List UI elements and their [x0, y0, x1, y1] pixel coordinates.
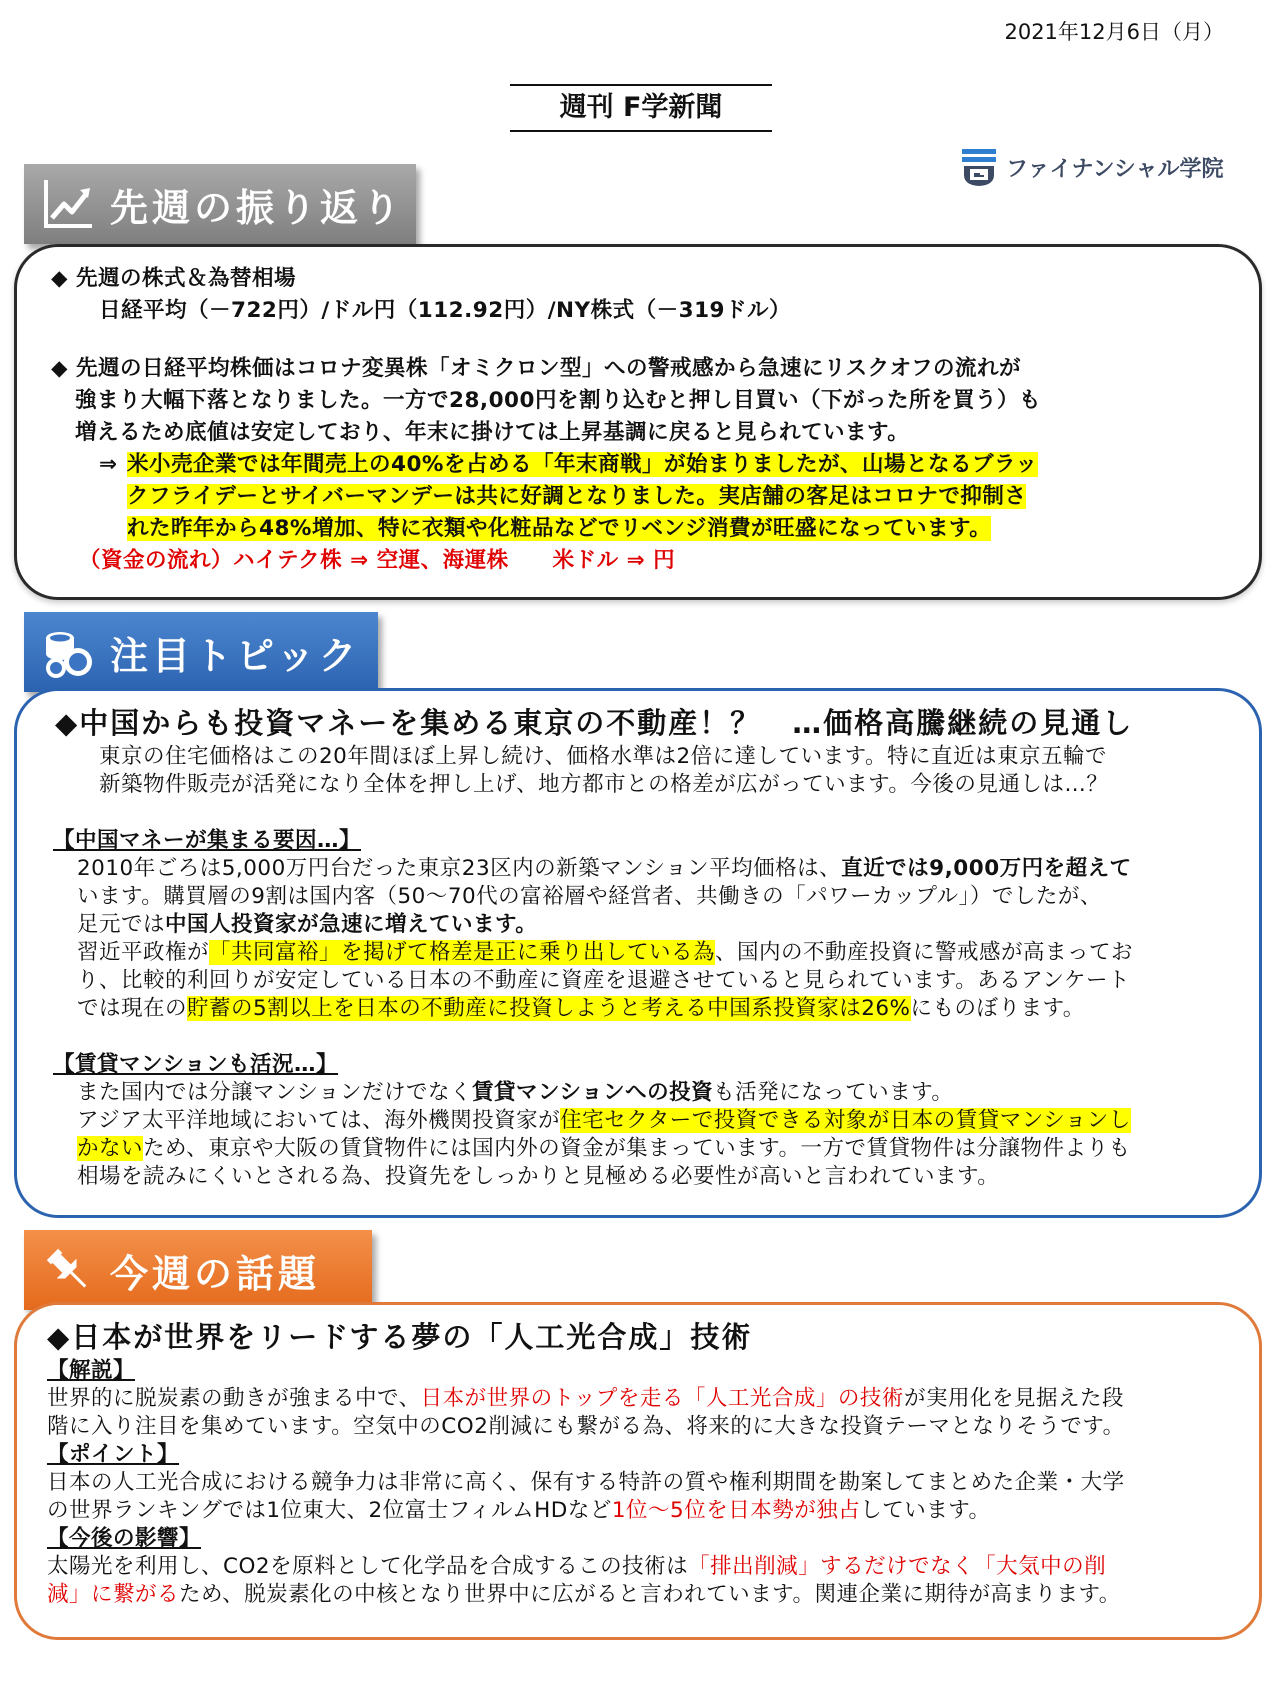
red-run: 減」に繋がる	[47, 1582, 180, 1607]
text-run: また国内では分譲マンションだけでなく	[77, 1080, 473, 1105]
text-line: 日本の人工光合成における競争力は非常に高く、保有する特許の質や権利期間を勘案してまとめた企業・大学	[47, 1470, 1125, 1495]
text-run: ため、脱炭素化の中核となり世界中に広がると言われています。関連企業に期待が高まります。	[179, 1582, 1121, 1607]
text-run: の世界ランキングでは1位東大、2位富士フィルムHDなど	[47, 1498, 612, 1523]
subheading-impact: 【今後の影響】	[47, 1526, 202, 1551]
subheading-china-money: 【中国マネーが集まる要因…】	[53, 828, 362, 853]
highlight-line: れた昨年から48%増加、特に衣類や化粧品などでリベンジ消費が旺盛になっています。	[127, 516, 992, 541]
money-flow: （資金の流れ）ハイテク株 ⇒ 空運、海運株 米ドル ⇒ 円	[79, 548, 676, 573]
market-values: 日経平均（－722円）/ドル円（112.92円）/NY株式（－319ドル）	[99, 298, 791, 323]
topic-intro-line: 新築物件販売が活発になり全体を押し上げ、地方都市との格差が広がっています。今後の見通しは…？	[99, 772, 1109, 797]
section-title: 今週の話題	[110, 1251, 321, 1296]
review-box	[14, 244, 1262, 600]
text-run: 、国内の不動産投資に警戒感が高まってお	[715, 940, 1134, 965]
text-run: 直近では9,000万円を超えて	[841, 856, 1132, 881]
text-run: ため、東京や大阪の賃貸物件には国内外の資金が集まっています。一方で賃貸物件は分譲物件よりも	[143, 1136, 1131, 1161]
red-run: 「排出削減」するだけでなく「大気中の削	[688, 1554, 1107, 1579]
highlight-run: 「共同富裕」を掲げて格差是正に乗り出している為	[209, 940, 716, 965]
brand-name: ファイナンシャル学院	[1006, 156, 1224, 182]
brand-logo	[960, 147, 1223, 187]
topic-box	[14, 688, 1262, 1218]
week-headline: ◆日本が世界をリードする夢の「人工光合成」技術	[47, 1320, 753, 1354]
section-header-review	[24, 164, 416, 244]
market-heading: ◆ 先週の株式＆為替相場	[51, 266, 297, 291]
topic-intro-line: 東京の住宅価格はこの20年間ほぼ上昇し続け、価格水準は2倍に達しています。特に直近は東京五輪で	[99, 744, 1107, 769]
section-title: 先週の振り返り	[110, 185, 405, 230]
section-header-week	[24, 1230, 372, 1310]
text-run: 足元では	[77, 912, 166, 937]
brand-logo-icon	[960, 147, 998, 187]
text-run: しています。	[860, 1498, 991, 1523]
highlight-run: 住宅セクターで投資できる対象が日本の賃貸マンションし	[560, 1108, 1131, 1133]
highlight-line: クフライデーとサイバーマンデーは共に好調となりました。実店舗の客足はコロナで抑制さ	[127, 484, 1027, 509]
issue-date: 2021年12月6日（月）	[1004, 20, 1224, 44]
text-line: 相場を読みにくいとされる為、投資先をしっかりと見極める必要性が高いと言われています。	[77, 1164, 1000, 1189]
text-line: います。購買層の9割は国内客（50～70代の富裕層や経営者、共働きの「パワーカップル」）でしたが、	[77, 884, 1102, 909]
text-run: 2010年ごろは5,000万円台だった東京23区内の新築マンション平均価格は、	[77, 856, 842, 881]
review-paragraph-line: 増えるため底値は安定しており、年末に掛けては上昇基調に戻ると見られています。	[75, 420, 910, 445]
section-header-topic	[24, 612, 378, 692]
red-run: 日本が世界のトップを走る「人工光合成」の技術	[420, 1386, 904, 1411]
text-run: では現在の	[77, 996, 188, 1021]
pushpin-icon	[38, 1240, 98, 1300]
line-chart-icon	[38, 174, 98, 234]
masthead-title: 週刊 F学新聞	[510, 84, 772, 132]
red-run: 1位～5位を日本勢が独占	[611, 1498, 861, 1523]
coins-icon	[38, 622, 98, 682]
topic-headline: ◆中国からも投資マネーを集める東京の不動産！？ …価格高騰継続の見通し	[55, 706, 1134, 740]
text-line: り、比較的利回りが安定している日本の不動産に資産を退避させていると見られています。あるアンケート	[77, 968, 1130, 993]
text-run: 中国人投資家が急速に増えています。	[165, 912, 538, 937]
review-paragraph-line: ◆ 先週の日経平均株価はコロナ変異株「オミクロン型」への警戒感から急速にリスクオフの流れが	[51, 356, 1021, 381]
subheading-point: 【ポイント】	[47, 1442, 180, 1467]
review-paragraph-line: 強まり大幅下落となりました。一方で28,000円を割り込むと押し目買い（下がった所を買う）も	[75, 388, 1041, 413]
text-run: 世界的に脱炭素の動きが強まる中で、	[47, 1386, 421, 1411]
subheading-explanation: 【解説】	[47, 1358, 136, 1383]
week-box	[14, 1302, 1262, 1640]
text-run: 習近平政権が	[77, 940, 210, 965]
highlight-run: かない	[77, 1136, 144, 1161]
text-run: 太陽光を利用し、CO2を原料として化学品を合成するこの技術は	[47, 1554, 689, 1579]
arrow-mark: ⇒	[99, 452, 118, 477]
subheading-rental: 【賃貸マンションも活況…】	[53, 1052, 339, 1077]
text-run: も活発になっています。	[713, 1080, 954, 1105]
text-line: 階に入り注目を集めています。空気中のCO2削減にも繋がる為、将来的に大きな投資テーマとなりそうです。	[47, 1414, 1125, 1439]
highlight-line: 米小売企業では年間売上の40%を占める「年末商戦」が始まりましたが、山場となるブラッ	[127, 452, 1038, 477]
text-run: が実用化を見据えた段	[903, 1386, 1124, 1411]
text-run: アジア太平洋地域においては、海外機関投資家が	[77, 1108, 561, 1133]
text-run: 賃貸マンションへの投資	[472, 1080, 714, 1105]
highlight-run: 貯蓄の5割以上を日本の不動産に投資しようと考える中国系投資家は26%	[187, 996, 911, 1021]
section-title: 注目トピック	[110, 633, 361, 678]
text-run: にものぼります。	[910, 996, 1085, 1021]
